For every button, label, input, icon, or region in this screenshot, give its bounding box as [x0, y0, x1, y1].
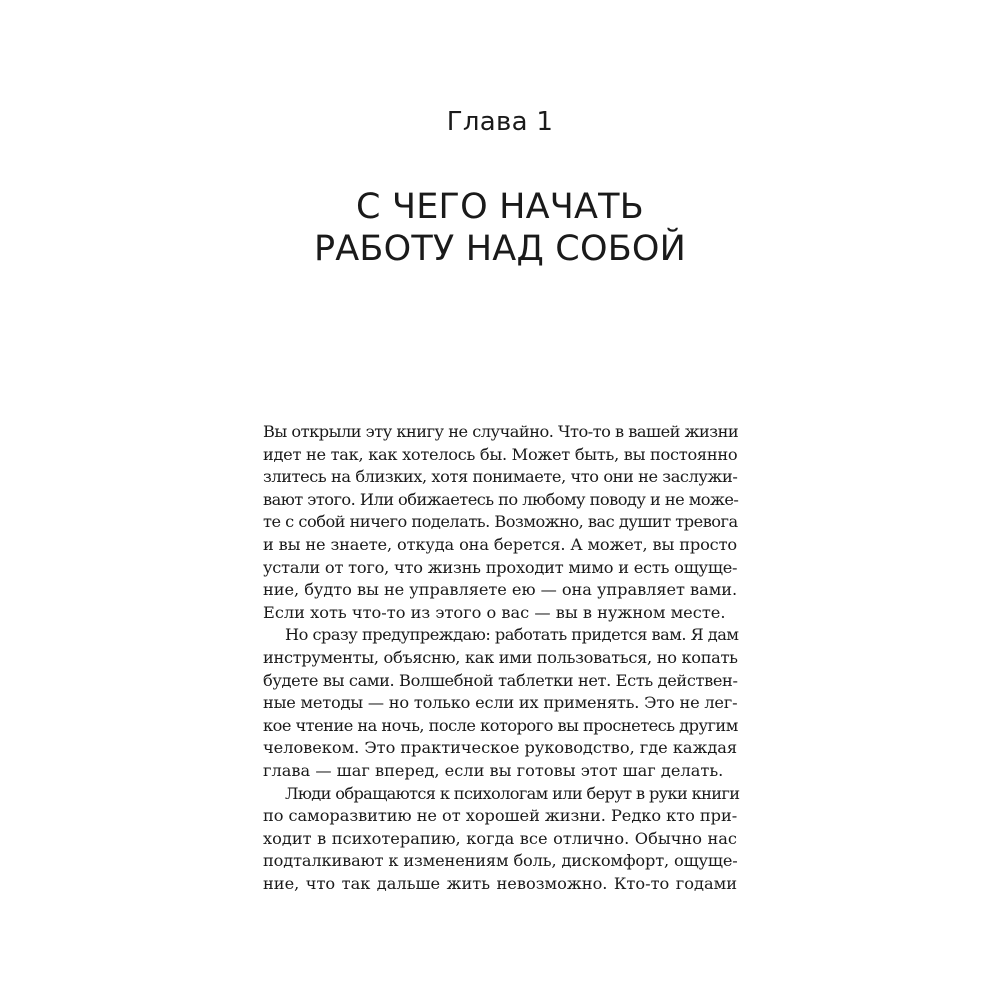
text-line: и вы не знаете, откуда она берется. А может, вы просто [263, 534, 738, 554]
text-line: вают этого. Или обижаетесь по любому поводу и не може- [263, 489, 739, 509]
text-line: устали от того, что жизнь проходит мимо и есть ощуще- [263, 557, 738, 577]
text-line: ние, что так дальше жить невозможно. Кто-то годами [263, 873, 737, 893]
text-line: человеком. Это практическое руководство, где каждая [263, 738, 738, 758]
body-text [263, 421, 740, 895]
text-line: ходит в психотерапию, когда все отлично. Обычно нас [263, 828, 737, 848]
text-line: Люди обращаются к психологам или берут в руки книги [285, 783, 740, 803]
text-line: Вы открыли эту книгу не случайно. Что-то в вашей жизни [263, 422, 739, 441]
text-line: злитесь на близких, хотя понимаете, что они не заслужи- [263, 467, 738, 487]
chapter-title-line: РАБОТУ НАД СОБОЙ [313, 229, 687, 269]
text-line: ние, будто вы не управляете ею — она управляет вами. [263, 580, 738, 600]
text-line: ные методы — но только если их применять. Это не лег- [263, 693, 738, 713]
text-line: идет не так, как хотелось бы. Может быть, вы постоянно [263, 444, 738, 464]
chapter-title [0, 186, 1000, 270]
chapter-title-line: С ЧЕГО НАЧАТЬ [356, 187, 644, 227]
text-line: будете вы сами. Волшебной таблетки нет. Есть действен- [263, 670, 738, 690]
text-line: Если хоть что-то из этого о вас — вы в нужном месте. [263, 602, 726, 622]
text-line: глава — шаг вперед, если вы готовы этот шаг делать. [263, 760, 724, 780]
text-line: по саморазвитию не от хорошей жизни. Редко кто при- [263, 806, 738, 826]
text-line: Но сразу предупреждаю: работать придется вам. Я дам [285, 625, 739, 645]
text-line: кое чтение на ночь, после которого вы проснетесь другим [263, 715, 738, 735]
text-line: инструменты, объясню, как ими пользоваться, но копать [263, 647, 738, 667]
text-line: подталкивают к изменениям боль, дискомфорт, ощуще- [263, 851, 738, 871]
chapter-label: Глава 1 [446, 107, 554, 137]
text-line: те с собой ничего поделать. Возможно, вас душит тревога [263, 512, 738, 532]
